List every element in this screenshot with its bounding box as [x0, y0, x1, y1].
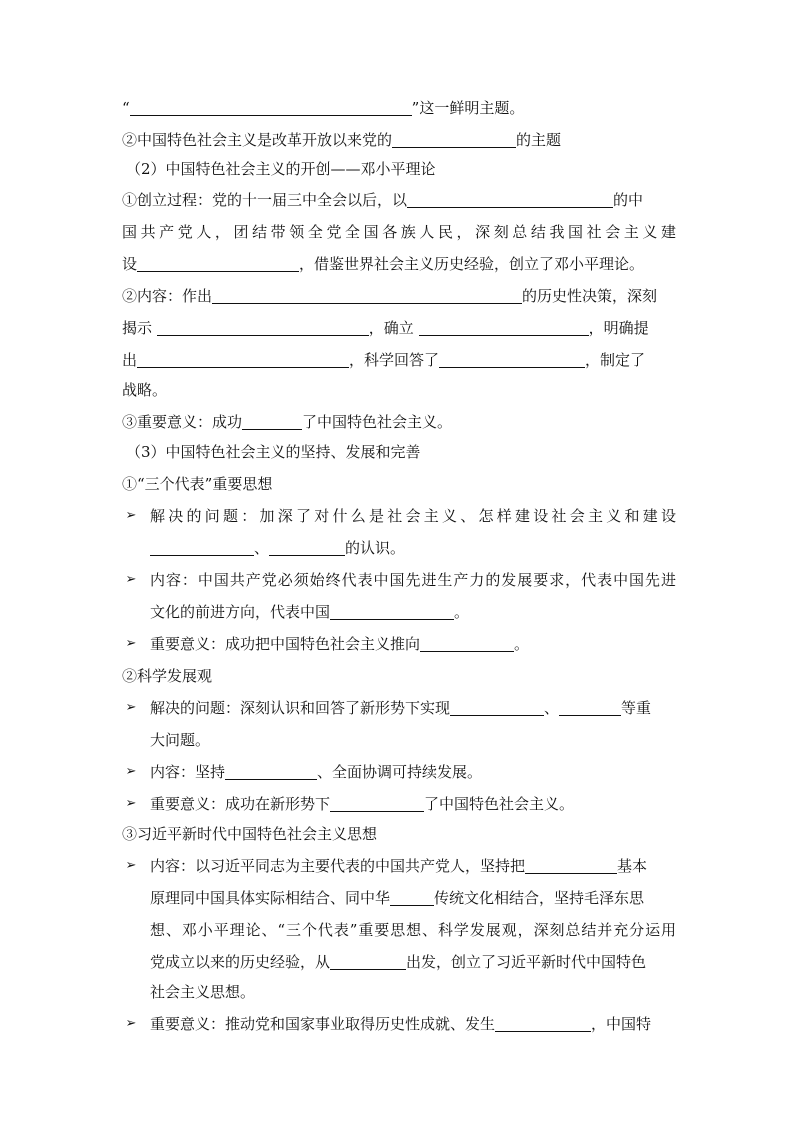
answer-blank[interactable] — [137, 253, 299, 272]
answer-blank[interactable] — [330, 951, 406, 970]
answer-blank[interactable] — [559, 697, 621, 716]
text-line: 社会主义思想。 — [150, 983, 256, 1001]
answer-blank[interactable] — [495, 1013, 591, 1032]
answer-blank[interactable] — [225, 761, 317, 780]
bullet-content: 内容：坚持 、全面协调可持续发展。 — [150, 763, 483, 781]
answer-blank[interactable] — [212, 285, 522, 304]
answer-blank[interactable] — [407, 189, 613, 208]
bullet-significance: 重要意义：推动党和国家事业取得历史性成就、发生 ，中国特 — [150, 1015, 652, 1033]
text-line: 国共产党人，团结带领全党全国各族人民，深刻总结我国社会主义建 — [122, 223, 676, 241]
subsection-three-represents: ①“三个代表”重要思想 — [122, 475, 273, 493]
answer-blank[interactable] — [439, 349, 585, 368]
answer-blank[interactable] — [157, 317, 369, 336]
answer-blank[interactable] — [242, 411, 302, 430]
line-theme: “ ”这一鲜明主题。 — [122, 99, 525, 117]
answer-blank[interactable] — [130, 97, 412, 116]
answer-blank[interactable] — [150, 537, 254, 556]
answer-blank[interactable] — [330, 793, 424, 812]
bullet-significance: 重要意义：成功在新形势下 了中国特色社会主义。 — [150, 795, 575, 813]
answer-blank[interactable] — [390, 887, 434, 906]
arrowhead-bullet-icon: ➢ — [125, 1016, 137, 1031]
answer-blank[interactable] — [269, 537, 345, 556]
text-line: 大问题。 — [150, 731, 211, 749]
answer-blank[interactable] — [392, 129, 516, 148]
answer-blank[interactable] — [420, 633, 514, 652]
line-reveal: 揭示 ，确立 ，明确提 — [122, 319, 649, 337]
line-propose: 出 ，科学回答了 ，制定了 — [122, 351, 646, 369]
subsection-scientific-outlook: ②科学发展观 — [122, 667, 213, 685]
section-heading-2: （2）中国特色社会主义的开创——邓小平理论 — [126, 160, 436, 178]
text-line: 战略。 — [122, 381, 168, 399]
bullet-problem: 解决的问题：加深了对什么是社会主义、怎样建设社会主义和建设 — [150, 507, 676, 525]
arrowhead-bullet-icon: ➢ — [125, 796, 137, 811]
bullet-content: 内容：以习近平同志为主要代表的中国共产党人，坚持把 基本 — [150, 857, 648, 875]
line-represent: 文化的前进方向，代表中国 。 — [150, 603, 470, 621]
answer-blank[interactable] — [525, 855, 617, 874]
bullet-problem: 解决的问题：深刻认识和回答了新形势下实现 、 等重 — [150, 699, 652, 717]
answer-blank[interactable] — [419, 317, 589, 336]
arrowhead-bullet-icon: ➢ — [125, 858, 137, 873]
line-significance: ③重要意义：成功 了中国特色社会主义。 — [122, 413, 453, 431]
bullet-significance: 重要意义：成功把中国特色社会主义推向 。 — [150, 635, 530, 653]
line-combine: 原理同中国具体实际相结合、同中华 传统文化相结合，坚持毛泽东思 — [150, 889, 645, 907]
line-understanding: 、 的认识。 — [150, 532, 676, 564]
answer-blank[interactable] — [137, 349, 349, 368]
line-starting-point: 党成立以来的历史经验，从 出发，创立了习近平新时代中国特色 — [150, 953, 647, 971]
line-creation-process: ①创立过程：党的十一届三中全会以后，以 的中 — [122, 191, 644, 209]
bullet-content: 内容：中国共产党必须始终代表中国先进生产力的发展要求，代表中国先进 — [150, 571, 676, 589]
arrowhead-bullet-icon: ➢ — [125, 508, 137, 523]
line-item-2: ②中国特色社会主义是改革开放以来党的 的主题 — [122, 131, 562, 149]
text-line: 想、邓小平理论、“三个代表”重要思想、科学发展观，深刻总结并充分运用 — [150, 921, 676, 939]
answer-blank[interactable] — [450, 697, 544, 716]
line-construction: 设 ，借鉴世界社会主义历史经验，创立了邓小平理论。 — [122, 255, 645, 273]
answer-blank[interactable] — [330, 601, 454, 620]
arrowhead-bullet-icon: ➢ — [125, 764, 137, 779]
line-content: ②内容：作出 的历史性决策，深刻 — [122, 287, 658, 305]
subsection-xi-thought: ③习近平新时代中国特色社会主义思想 — [122, 825, 378, 843]
arrowhead-bullet-icon: ➢ — [125, 572, 137, 587]
arrowhead-bullet-icon: ➢ — [125, 636, 137, 651]
arrowhead-bullet-icon: ➢ — [125, 700, 137, 715]
section-heading-3: （3）中国特色社会主义的坚持、发展和完善 — [126, 443, 421, 461]
